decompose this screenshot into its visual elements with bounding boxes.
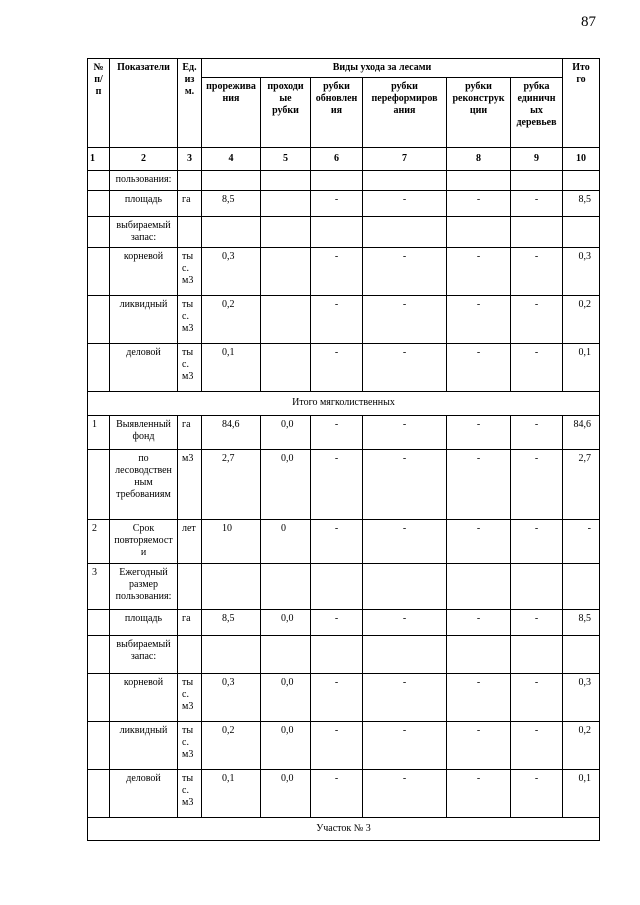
table-cell (202, 344, 261, 392)
table-cell (202, 564, 261, 610)
table-cell (261, 171, 311, 191)
cell-text: - (534, 453, 539, 464)
table-cell (447, 248, 511, 296)
table-cell (511, 722, 563, 770)
table-cell (511, 191, 563, 217)
table-row (88, 674, 600, 722)
section-row (88, 818, 600, 841)
table-cell (311, 520, 363, 564)
cell-text: 0,3 (578, 251, 592, 262)
cell-text: га (182, 613, 191, 624)
cell-text: - (587, 523, 592, 534)
cell-text: 0,0 (281, 613, 294, 624)
table-cell (563, 171, 600, 191)
table-cell (110, 296, 178, 344)
table-cell (202, 296, 261, 344)
header-reconstruction-cutting: рубки реконструк ции (447, 78, 511, 148)
cell-text: - (476, 347, 481, 358)
cell-text: - (402, 725, 407, 736)
table-cell (178, 770, 202, 818)
table-cell (447, 636, 511, 674)
table-cell (88, 344, 110, 392)
table-row (88, 344, 600, 392)
cell-text: 0,1 (578, 773, 592, 784)
cell-text: 0 (281, 523, 286, 534)
table-cell (447, 564, 511, 610)
table-cell (511, 674, 563, 722)
table-cell (363, 217, 447, 248)
table-cell (110, 520, 178, 564)
table-header (88, 59, 600, 148)
table-cell (88, 564, 110, 610)
table-cell (311, 191, 363, 217)
table-cell (110, 722, 178, 770)
table-cell (110, 770, 178, 818)
cell-text: 0,2 (578, 725, 592, 736)
table-cell (88, 171, 110, 191)
table-cell (178, 248, 202, 296)
cell-text: 1 (92, 419, 97, 430)
table-cell (563, 344, 600, 392)
cell-text: 0,3 (222, 251, 235, 262)
column-number-cell: 9 (511, 148, 563, 171)
header-indicators: Показатели (110, 59, 178, 148)
cell-text: - (402, 251, 407, 262)
table-row (88, 610, 600, 636)
table-cell (88, 610, 110, 636)
table-cell (178, 416, 202, 450)
table-row (88, 416, 600, 450)
table-cell (511, 217, 563, 248)
table-cell (110, 248, 178, 296)
cell-text: 2 (92, 523, 97, 534)
cell-text: 84,6 (222, 419, 240, 430)
table-cell (563, 636, 600, 674)
cell-text: м3 (182, 453, 194, 464)
table-cell (447, 674, 511, 722)
table-cell (178, 171, 202, 191)
cell-text: - (334, 347, 339, 358)
cell-text: 0,1 (222, 773, 235, 784)
table-cell (511, 770, 563, 818)
cell-text: - (334, 613, 339, 624)
table-row (88, 520, 600, 564)
table-cell (202, 770, 261, 818)
table-cell (178, 217, 202, 248)
cell-text: га (182, 194, 191, 205)
header-total: Ито го (563, 59, 600, 148)
table-cell (202, 610, 261, 636)
table-row (88, 770, 600, 818)
forest-care-table (87, 58, 600, 841)
cell-text: - (534, 725, 539, 736)
cell-text: - (402, 677, 407, 688)
column-number-cell: 3 (178, 148, 202, 171)
table-cell (178, 636, 202, 674)
table-cell (563, 191, 600, 217)
table-cell (563, 520, 600, 564)
table-cell (511, 610, 563, 636)
table-cell (178, 564, 202, 610)
cell-text: - (476, 523, 481, 534)
cell-text: - (402, 613, 407, 624)
cell-text: ты с. м3 (182, 299, 194, 334)
cell-text: ты с. м3 (182, 251, 194, 286)
table-cell (311, 636, 363, 674)
table-cell (202, 171, 261, 191)
table-cell (202, 674, 261, 722)
table-cell (202, 450, 261, 520)
table-cell (261, 564, 311, 610)
cell-text: - (534, 677, 539, 688)
header-renewal-cutting: рубки обновлен ия (311, 78, 363, 148)
cell-text: - (402, 773, 407, 784)
table-body (88, 148, 600, 841)
table-cell (563, 296, 600, 344)
table-cell (178, 722, 202, 770)
table-cell (110, 636, 178, 674)
table-cell (88, 191, 110, 217)
table-cell (202, 636, 261, 674)
table-cell (110, 416, 178, 450)
table-cell (563, 564, 600, 610)
table-cell (178, 296, 202, 344)
table-cell (261, 770, 311, 818)
table-row (88, 564, 600, 610)
cell-text: 0,2 (222, 299, 235, 310)
column-number-cell: 10 (563, 148, 600, 171)
cell-text: - (534, 419, 539, 430)
cell-text: корневой (123, 251, 164, 262)
table-cell (88, 674, 110, 722)
cell-text: - (476, 194, 481, 205)
cell-text: - (402, 419, 407, 430)
cell-text: - (534, 613, 539, 624)
header-single-tree-cutting: рубка единичн ых деревьев (511, 78, 563, 148)
cell-text: 8,5 (578, 613, 592, 624)
table-cell (311, 248, 363, 296)
table-cell (88, 722, 110, 770)
table-cell (363, 171, 447, 191)
table-row (88, 636, 600, 674)
header-thinning: прорежива ния (202, 78, 261, 148)
cell-text: - (476, 453, 481, 464)
table-cell (261, 344, 311, 392)
cell-text: - (334, 251, 339, 262)
table-cell (563, 217, 600, 248)
table-row (88, 248, 600, 296)
table-cell (563, 450, 600, 520)
table-cell (363, 416, 447, 450)
cell-text: по лесоводствен ным требованиям (115, 453, 172, 500)
table-cell (88, 248, 110, 296)
cell-text: - (476, 773, 481, 784)
header-number: № п/ п (88, 59, 110, 148)
table-cell (88, 770, 110, 818)
table-cell (311, 416, 363, 450)
table-cell (261, 520, 311, 564)
table-cell (363, 610, 447, 636)
table-cell (311, 610, 363, 636)
cell-text: - (334, 453, 339, 464)
table-cell (110, 171, 178, 191)
table-cell (261, 191, 311, 217)
cell-text: ликвидный (119, 725, 168, 736)
table-cell (88, 217, 110, 248)
table-cell (202, 217, 261, 248)
table-cell (511, 248, 563, 296)
table-cell (110, 610, 178, 636)
table-cell (88, 416, 110, 450)
table-cell (202, 248, 261, 296)
table-cell (261, 722, 311, 770)
table-row (88, 171, 600, 191)
table-row (88, 217, 600, 248)
table-cell (202, 520, 261, 564)
table-cell (311, 344, 363, 392)
table-cell (261, 248, 311, 296)
table-cell (311, 171, 363, 191)
table-row (88, 722, 600, 770)
cell-text: - (534, 194, 539, 205)
column-number-cell: 7 (363, 148, 447, 171)
cell-text: 0,1 (578, 347, 592, 358)
table-cell (202, 416, 261, 450)
cell-text: 8,5 (222, 613, 235, 624)
table-cell (261, 636, 311, 674)
cell-text: ты с. м3 (182, 725, 194, 760)
cell-text: 8,5 (578, 194, 592, 205)
cell-text: - (334, 299, 339, 310)
cell-text: - (402, 194, 407, 205)
cell-text: - (402, 299, 407, 310)
cell-text: деловой (126, 773, 161, 784)
table-cell (363, 636, 447, 674)
cell-text: 0,1 (222, 347, 235, 358)
cell-text: 0,0 (281, 453, 294, 464)
cell-text: площадь (124, 194, 163, 205)
table-cell (363, 722, 447, 770)
table-cell (511, 416, 563, 450)
table-cell (261, 217, 311, 248)
table-cell (110, 344, 178, 392)
cell-text: - (334, 677, 339, 688)
section-row (88, 392, 600, 416)
table-cell (511, 171, 563, 191)
cell-text: 2,7 (578, 453, 592, 464)
cell-text: - (334, 419, 339, 430)
table-cell (511, 520, 563, 564)
table-cell (311, 564, 363, 610)
table-cell (261, 416, 311, 450)
table-row (88, 450, 600, 520)
column-number-cell: 4 (202, 148, 261, 171)
cell-text: 0,0 (281, 677, 294, 688)
table-cell (178, 610, 202, 636)
cell-text: 0,0 (281, 419, 294, 430)
table-cell (311, 217, 363, 248)
cell-text: - (534, 299, 539, 310)
cell-text: ты с. м3 (182, 773, 194, 808)
table-cell (311, 296, 363, 344)
table-cell (447, 416, 511, 450)
table-cell (88, 636, 110, 674)
table-cell (447, 722, 511, 770)
column-number-cell: 6 (311, 148, 363, 171)
table-cell (178, 674, 202, 722)
cell-text: выбираемый запас: (116, 639, 171, 662)
page-number: 87 (581, 14, 596, 30)
cell-text: Выявленный фонд (116, 419, 171, 442)
table-cell (511, 296, 563, 344)
table-cell (202, 191, 261, 217)
cell-text: лет (182, 523, 196, 534)
cell-text: корневой (123, 677, 164, 688)
table-cell (88, 296, 110, 344)
cell-text: 84,6 (573, 419, 592, 430)
table-cell (261, 610, 311, 636)
table-cell (363, 450, 447, 520)
table-cell (363, 344, 447, 392)
cell-text: 2,7 (222, 453, 235, 464)
table-cell (511, 344, 563, 392)
table-cell (563, 722, 600, 770)
table-cell (311, 674, 363, 722)
table-cell (110, 564, 178, 610)
table-cell (511, 636, 563, 674)
table-cell (261, 450, 311, 520)
cell-text: - (534, 773, 539, 784)
cell-text: - (476, 251, 481, 262)
table-cell (311, 450, 363, 520)
table-cell (563, 416, 600, 450)
table-cell (110, 450, 178, 520)
cell-text: 0,2 (222, 725, 235, 736)
cell-text: площадь (124, 613, 163, 624)
table-cell (447, 191, 511, 217)
table-cell (110, 217, 178, 248)
table-cell (178, 520, 202, 564)
table-cell (261, 674, 311, 722)
column-number-cell: 5 (261, 148, 311, 171)
cell-text: - (534, 251, 539, 262)
cell-text: - (402, 523, 407, 534)
cell-text: 0,2 (578, 299, 592, 310)
table-cell (178, 344, 202, 392)
column-number-row (88, 148, 600, 171)
table-cell (363, 296, 447, 344)
cell-text: - (402, 453, 407, 464)
cell-text: - (476, 725, 481, 736)
table-cell (363, 564, 447, 610)
table-cell (447, 520, 511, 564)
cell-text: - (334, 523, 339, 534)
table-cell (563, 770, 600, 818)
table-cell (447, 450, 511, 520)
cell-text: 0,0 (281, 773, 294, 784)
column-number-cell: 8 (447, 148, 511, 171)
header-passage-cutting: проходи ые рубки (261, 78, 311, 148)
table-cell (511, 450, 563, 520)
header-care-types: Виды ухода за лесами (202, 59, 563, 78)
cell-text: пользования: (115, 174, 172, 185)
table-cell (110, 674, 178, 722)
cell-text: Срок повторяемост и (114, 523, 173, 558)
table-cell (202, 722, 261, 770)
cell-text: - (476, 299, 481, 310)
table-cell (447, 770, 511, 818)
cell-text: 10 (222, 523, 232, 534)
table-cell (88, 520, 110, 564)
table-cell (447, 610, 511, 636)
cell-text: 0,3 (578, 677, 592, 688)
table-cell (563, 610, 600, 636)
cell-text: - (534, 347, 539, 358)
cell-text: - (534, 523, 539, 534)
cell-text: ты с. м3 (182, 347, 194, 382)
cell-text: - (402, 347, 407, 358)
cell-text: - (476, 419, 481, 430)
cell-text: - (334, 725, 339, 736)
column-number-cell: 1 (88, 148, 110, 171)
cell-text: га (182, 419, 191, 430)
table-cell (178, 450, 202, 520)
cell-text: ликвидный (119, 299, 168, 310)
cell-text: выбираемый запас: (116, 220, 171, 243)
cell-text: ты с. м3 (182, 677, 194, 712)
table-cell (563, 248, 600, 296)
table-cell (511, 564, 563, 610)
header-unit: Ед. из м. (178, 59, 202, 148)
table-cell (311, 722, 363, 770)
cell-text: 0,3 (222, 677, 235, 688)
cell-text: - (476, 613, 481, 624)
cell-text: 8,5 (222, 194, 235, 205)
table-cell (88, 450, 110, 520)
section-title: Итого мягколиственных (88, 392, 600, 416)
cell-text: - (334, 773, 339, 784)
table-cell (363, 674, 447, 722)
cell-text: Ежегодный размер пользования: (115, 567, 172, 602)
section-title: Участок № 3 (88, 818, 600, 841)
table-row (88, 296, 600, 344)
column-number-cell: 2 (110, 148, 178, 171)
cell-text: - (334, 194, 339, 205)
header-reformation-cutting: рубки переформиров ания (363, 78, 447, 148)
table-cell (363, 520, 447, 564)
header-row-top (88, 59, 600, 78)
table-cell (311, 770, 363, 818)
table-cell (261, 296, 311, 344)
cell-text: 3 (92, 567, 97, 578)
table-cell (447, 296, 511, 344)
cell-text: - (476, 677, 481, 688)
table-cell (447, 171, 511, 191)
cell-text: 0,0 (281, 725, 294, 736)
table-cell (178, 191, 202, 217)
table-cell (563, 674, 600, 722)
table-cell (110, 191, 178, 217)
table-cell (363, 191, 447, 217)
table-row (88, 191, 600, 217)
table-cell (447, 344, 511, 392)
cell-text: деловой (126, 347, 161, 358)
table-cell (363, 770, 447, 818)
table-cell (447, 217, 511, 248)
table-cell (363, 248, 447, 296)
